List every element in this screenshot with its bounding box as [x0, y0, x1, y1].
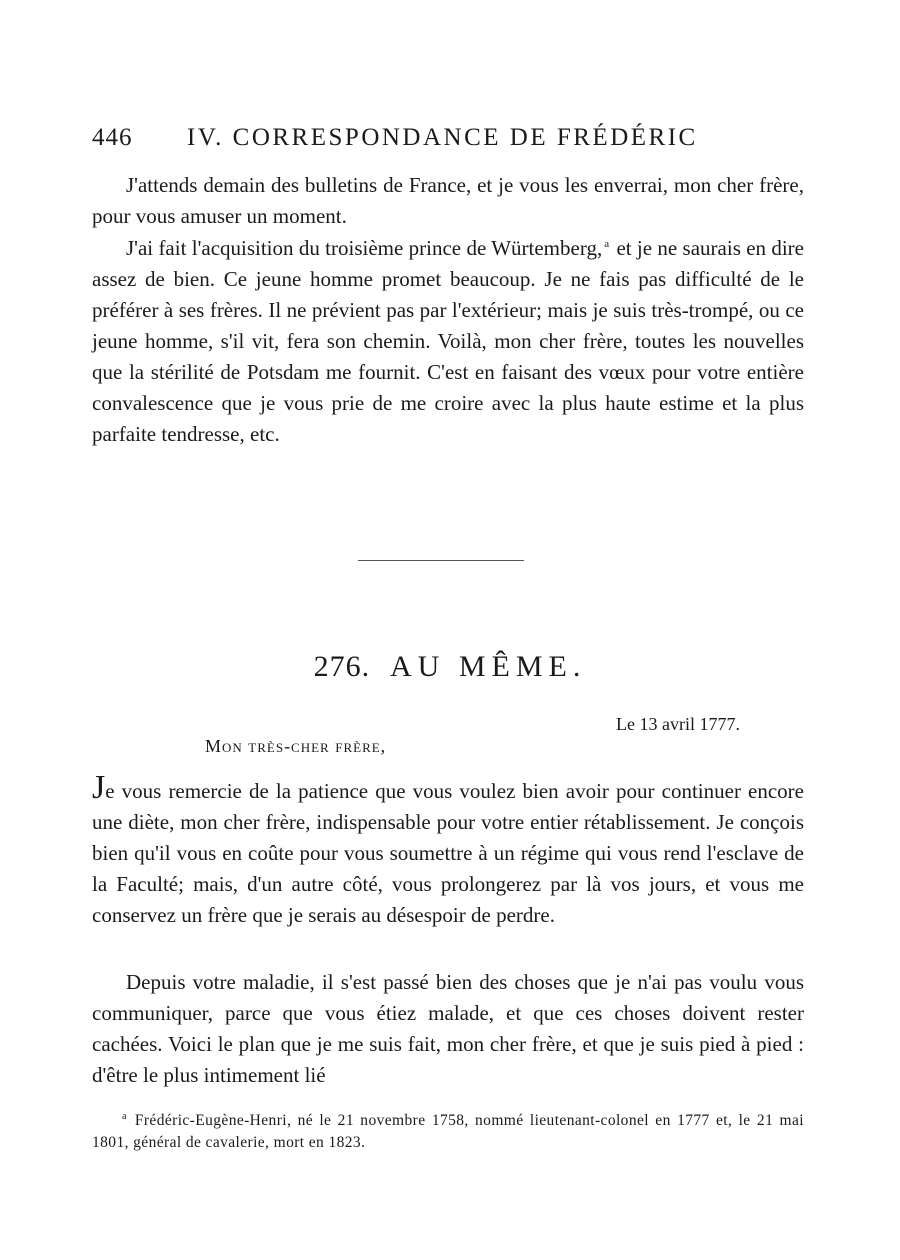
continued-paragraph-2: J'ai fait l'acquisition du troisième prince de Würtemberg, $^a$ et je ne saurais en dire assez de bien. Ce jeune homme promet beaucoup. Je ne fais pas difficulté de le préférer à ses frères. Il ne prévient pas par l'extérieur; mais je suis très-trompé, ou ce jeune homme, s'il vit, fera son chemin. Voilà, mon cher frère, toutes les nouvelles que la stérilité de Potsdam me fournit. C'est en faisant des vœux pour votre entière convalescence que je vous prie de me croire avec la plus haute estime et la plus parfaite tendresse, etc. [92, 236, 804, 446]
drop-cap: J [92, 769, 106, 806]
page-number: 446 [92, 124, 133, 151]
letter-heading [0, 650, 900, 684]
footnote-marker: a [122, 1110, 127, 1122]
letter-title: AU MÊME. [390, 650, 587, 683]
footnote-text: Frédéric-Eugène-Henri, né le 21 novembre 1758, nommé lieutenant-colonel en 1777 et, le 21 mai 1801, général de cavalerie, mort en 1823. [92, 1112, 804, 1151]
note-marker: a [604, 238, 610, 250]
running-title: IV. CORRESPONDANCE DE FRÉDÉRIC [187, 124, 698, 151]
dateline: Le 13 avril 1777. [616, 714, 740, 734]
letter-paragraph-2: Depuis votre maladie, il s'est passé bien des choses que je n'ai pas voulu vous communiquer, parce que vous étiez malade, et que ces choses doivent rester cachées. Voici le plan que je me suis fait, mon cher frère, et que je suis pied à pied : d'être le plus intimement lié [92, 970, 804, 1087]
running-head [92, 124, 812, 152]
continued-paragraph-1: J'attends demain des bulletins de France, et je vous les enverrai, mon cher frère, pour vous amuser un moment. [92, 173, 804, 228]
salutation: Mon très-cher frère, [205, 736, 387, 756]
footnote [92, 1110, 804, 1154]
section-divider [358, 560, 524, 561]
letter-paragraph-1: Je vous remercie de la patience que vous voulez bien avoir pour continuer encore une diète, mon cher frère, indispensable pour votre entier rétablissement. Je conçois bien qu'il vous en coûte pour vous soumettre à un régime qui vous rend l'esclave de la Faculté; mais, d'un autre côté, vous prolongerez par là vos jours, et vous me conservez un frère que je serais au désespoir de perdre. [92, 769, 804, 927]
letter-number: 276. [313, 650, 371, 683]
